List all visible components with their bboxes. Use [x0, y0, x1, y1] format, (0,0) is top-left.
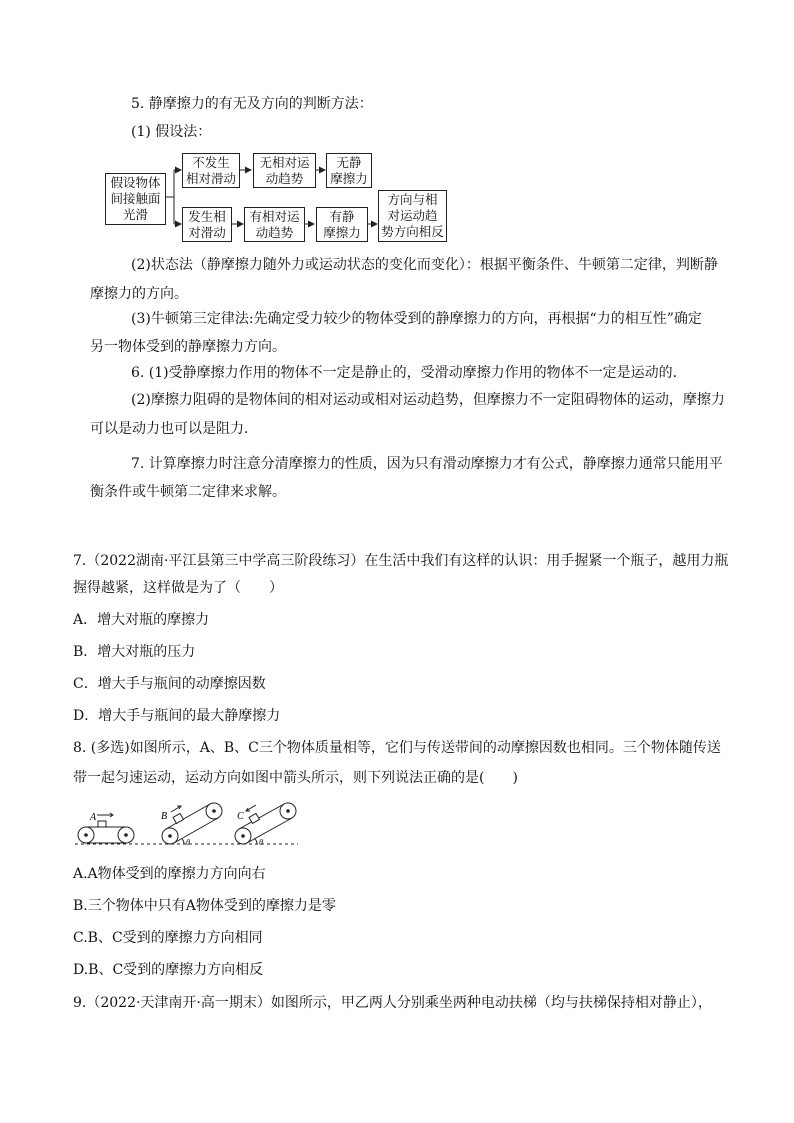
q8-option-c: C.B、C受到的摩擦力方向相同	[73, 930, 263, 946]
belt-b	[162, 803, 222, 844]
q9-stem-line1: 9.（2022·天津南开·高一期末）如图所示，甲乙两人分别乘坐两种电动扶梯（均与扶梯保持相对静止），	[73, 995, 712, 1011]
item6-line3: 可以是动力也可以是阻力．	[90, 421, 258, 437]
item6-line1: 6. (1)受静摩擦力作用的物体不一定是静止的，受滑动摩擦力作用的物体不一定是运动的．	[131, 365, 687, 381]
q7-option-b: B．增大对瓶的压力	[73, 644, 196, 660]
item7-note-line2: 衡条件或牛顿第二定律来求解。	[90, 484, 286, 500]
q7-option-d: D．增大手与瓶间的最大静摩擦力	[73, 708, 281, 724]
theta-c: θ	[259, 838, 263, 847]
label-a: A	[90, 812, 97, 823]
flow-start-box: 假设物体 间接触面 光滑	[105, 173, 166, 225]
flow-bottom-box-2: 有相对运 动趋势	[244, 207, 305, 242]
belt-a	[78, 813, 134, 843]
flow-top-box-2: 无相对运 动趋势	[253, 153, 316, 188]
q8-stem-line2: 带一起匀速运动，运动方向如图中箭头所示，则下列说法正确的是( )	[73, 770, 518, 786]
q8-stem-line1: 8. (多选)如图所示，A、B、C三个物体质量相等，它们与传送带间的动摩擦因数也相同。三个物体随传送	[73, 740, 721, 756]
item5-title: 5. 静摩擦力的有无及方向的判断方法：	[131, 96, 373, 112]
flow-top-box-1: 不发生 相对滑动	[182, 153, 240, 188]
item7-note-line1: 7. 计算摩擦力时注意分清摩擦力的性质，因为只有滑动摩擦力才有公式，静摩擦力通常只能用平	[131, 456, 723, 472]
q7-option-c: C．增大手与瓶间的动摩擦因数	[73, 676, 266, 692]
flow-bottom-box-3: 有静 摩擦力	[316, 207, 368, 242]
item5-sub3-line2: 另一物体受到的静摩擦力方向。	[90, 339, 286, 355]
q7-stem-line2: 握得越紧，这样做是为了（ ）	[73, 580, 283, 596]
q7-stem-line1: 7.（2022湖南·平江县第三中学高三阶段练习）在生活中我们有这样的认识：用手握紧一个瓶子，越用力瓶	[73, 553, 729, 569]
flow-top-box-3: 无静 摩擦力	[326, 153, 372, 188]
item5-sub1: (1) 假设法：	[131, 124, 212, 140]
label-b: B	[161, 811, 168, 822]
belt-c	[235, 803, 296, 844]
item5-sub2-line1: (2)状态法（静摩擦力随外力或运动状态的变化而变化）：根据平衡条件、牛顿第二定律，判断静	[131, 257, 718, 273]
q8-option-d: D.B、C受到的摩擦力方向相反	[73, 962, 264, 978]
label-c: C	[237, 811, 244, 822]
item5-sub2-line2: 摩擦力的方向。	[90, 286, 188, 302]
item5-sub3-line1: (3)牛顿第三定律法:先确定受力较少的物体受到的静摩擦力的方向，再根据“力的相互性”确定	[131, 311, 702, 327]
conveyor-belt-figure	[70, 796, 310, 856]
q8-option-a: A.A物体受到的摩擦力方向向右	[73, 866, 266, 882]
item6-line2: (2)摩擦力阻碍的是物体间的相对运动或相对运动趋势，但摩擦力不一定阻碍物体的运动，摩擦力	[131, 392, 725, 408]
q8-option-b: B.三个物体中只有A物体受到的摩擦力是零	[73, 898, 336, 914]
flow-bottom-box-1: 发生相 对滑动	[182, 207, 232, 242]
theta-b: θ	[186, 838, 190, 847]
q7-option-a: A．增大对瓶的摩擦力	[73, 612, 210, 628]
flow-bottom-box-4: 方向与相 对运动趋 势方向相反	[378, 190, 447, 242]
